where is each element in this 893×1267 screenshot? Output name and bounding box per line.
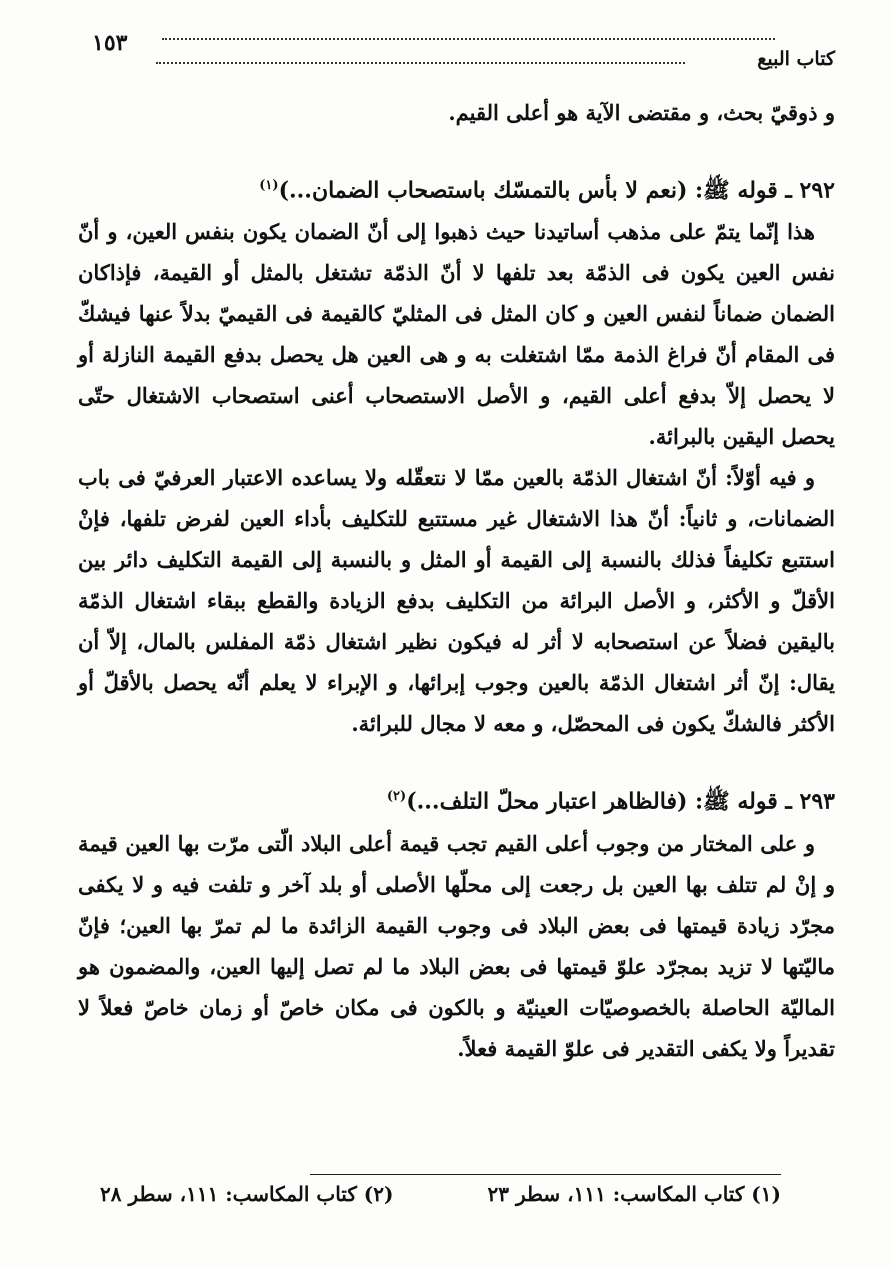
- header-dotted-leader: [156, 62, 685, 64]
- page-header: [92, 30, 835, 80]
- paragraph-292-2: و فيه أوّلاً: أنّ اشتغال الذمّة بالعين ممّا لا نتعقّله ولا يساعده الاعتبار العرفيّ فى باب الضمانات، و ثانياً: أنّ هذا الاشتغال غير مستتبع للتكليف بأداء العين لفرض تلفها، فإنْ استتبع تكليفاً فذلك بالنسبة إلى القيمة أو المثل و بالنسبة إلى القيمة التكليف دائر بين الأقلّ و الأكثر، و الأصل البرائة من التكليف بدفع الزيادة والقطع ببقاء اشتغال الذمّة باليقين فضلاً عن استصحابه لا أثر له فيكون نظير اشتغال ذمّة المفلس بالمال، إلاّ أن يقال: إنّ أثر اشتغال الذمّة بالعين وجوب إبرائها، و الإبراء لا يعلم أنّه يحصل بالأقلّ أو الأكثر فالشكّ يكون فى المحصّل، و معه لا مجال للبرائة.: [78, 465, 835, 737]
- heading-293-text: ٢٩٣ ـ قوله ﷺ: (فالظاهر اعتبار محلّ التلف...): [406, 788, 835, 815]
- header-top-dotted-leader: [162, 38, 775, 40]
- page-number: ١٥٣: [92, 30, 128, 56]
- section-heading-292: [78, 165, 835, 211]
- main-text: [78, 92, 835, 1069]
- footnote-1: (١) كتاب المكاسب: ١١١، سطر ٢٣: [487, 1182, 781, 1206]
- paragraph-293-1: و على المختار من وجوب أعلى القيم تجب قيمة أعلى البلاد الّتى مرّت بها العين قيمة و إنْ لم تتلف بها العين بل رجعت إلى محلّها الأصلى أو بلد آخر و تلفت فيه و لا يكفى مجرّد زيادة قيمتها فى بعض البلاد فى وجوب القيمة الزائدة ما لم تمرّ بها العين؛ فإنّ ماليّتها لا تزيد بمجرّد علوّ قيمتها فى بعض البلاد ما لم تصل إليها العين، والمضمون هو الماليّة الحاصلة بالخصوصيّات العينيّة و بالكون فى مكان خاصّ أو زمان خاصّ فعلاً لا تقديراً ولا يكفى التقدير فى علوّ القيمة فعلاً.: [78, 830, 835, 1061]
- footnotes: [100, 1182, 781, 1206]
- heading-292-text: ٢٩٢ ـ قوله ﷺ: (نعم لا بأس بالتمسّك باستصحاب الضمان...): [278, 177, 835, 204]
- paragraph-292-1: هذا إنّما يتمّ على مذهب أساتيدنا حيث ذهبوا إلى أنّ الضمان يكون بنفس العين، و أنّ نفس العين يكون فى الذمّة بعد تلفها لا أنّ الذمّة تشتغل بالمثل أو القيمة، فإذاكان الضمان ضماناً لنفس العين و كان المثل فى المثليّ كالقيمة فى القيميّ بدلاً عنها فيشكّ فى المقام أنّ فراغ الذمة ممّا اشتغلت به و هى العين هل يحصل بدفع القيمة النازلة أو لا يحصل إلاّ بدفع أعلى القيم، و الأصل الاستصحاب أعنى استصحاب الاشتغال حتّى يحصل اليقين بالبرائة.: [78, 219, 835, 450]
- section-heading-293: [78, 776, 835, 822]
- running-title: كتاب البيع: [757, 48, 835, 70]
- footnote-divider: [310, 1174, 781, 1175]
- footnote-ref-2: (٢): [386, 789, 407, 805]
- footnote-2: (٢) كتاب المكاسب: ١١١، سطر ٢٨: [100, 1182, 394, 1206]
- footnote-ref-1: (١): [259, 178, 279, 193]
- paragraph-continuation: و ذوقيّ بحث، و مقتضى الآية هو أعلى القيم.: [448, 100, 835, 125]
